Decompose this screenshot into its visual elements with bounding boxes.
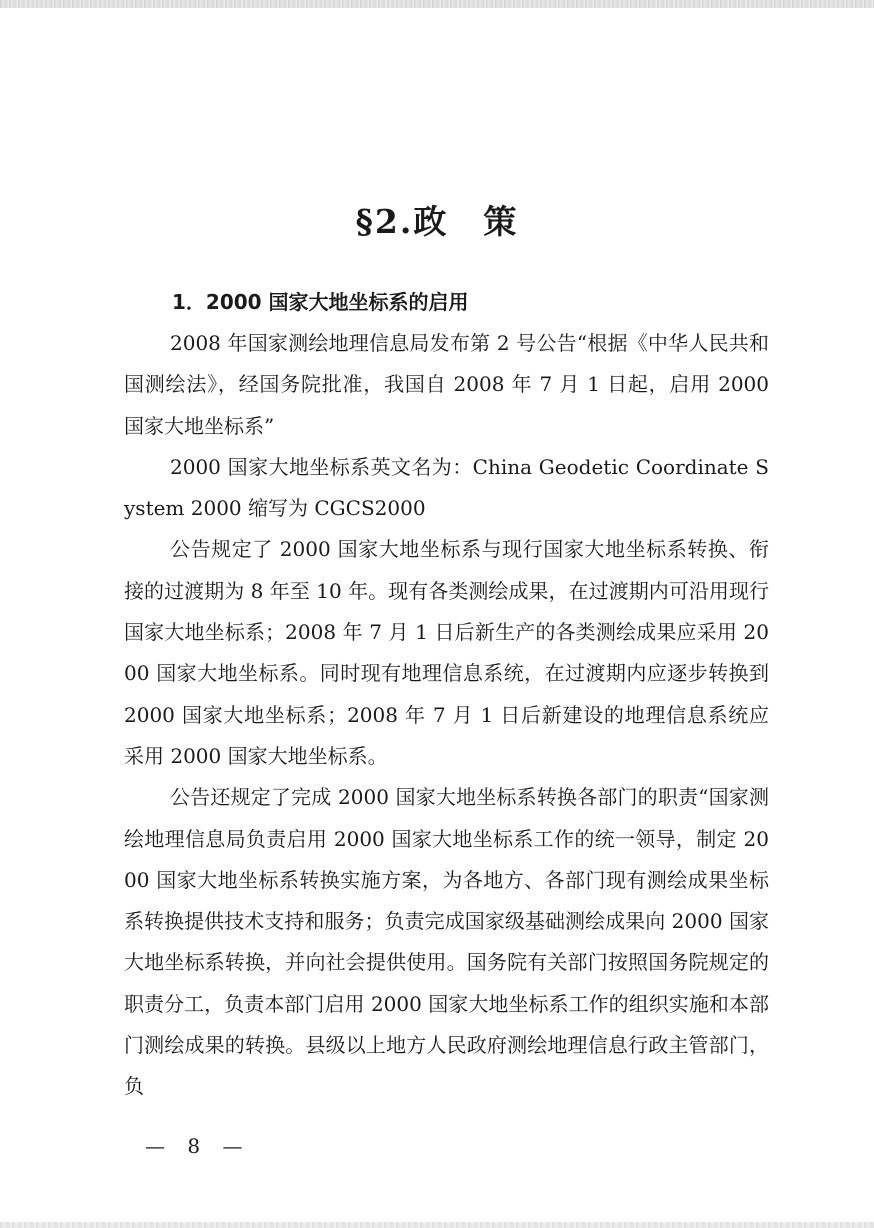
page-number: — 8 — — [145, 1134, 251, 1158]
scan-edge-bottom — [0, 1222, 874, 1228]
subsection-heading: 1．2000 国家大地坐标系的启用 — [172, 290, 469, 314]
document-body — [124, 282, 769, 1108]
paragraph-responsibilities: 公告还规定了完成 2000 国家大地坐标系转换各部门的职责“国家测绘地理信息局负责启用 2000 国家大地坐标系工作的统一领导，制定 2000 国家大地坐标系转换实施方案，为各地方、各部门现有测绘成果坐标系转换提供技术支持和服务；负责完成国家级基础测绘成果向 2000 国家大地坐标系转换，并向社会提供使用。国务院有关部门按照国务院规定的职责分工，负责本部门启用 2000 国家大地坐标系工作的组织实施和本部门测绘成果的转换。县级以上地方人民政府测绘地理信息行政主管部门，负 — [124, 785, 769, 1099]
paragraph-english-name: 2000 国家大地坐标系英文名为：China Geodetic Coordinate System 2000 缩写为 CGCS2000 — [124, 454, 769, 521]
paragraph-announcement: 2008 年国家测绘地理信息局发布第 2 号公告“根据《中华人民共和国测绘法》，经国务院批准，我国自 2008 年 7 月 1 日起，启用 2000 国家大地坐标系” — [124, 331, 769, 438]
section-title: §2.政 策 — [355, 202, 519, 241]
scan-edge-top — [0, 0, 874, 8]
paragraph-transition-period: 公告规定了 2000 国家大地坐标系与现行国家大地坐标系转换、衔接的过渡期为 8 年至 10 年。现有各类测绘成果，在过渡期内可沿用现行国家大地坐标系；2008 年 7 月 1 日后新生产的各类测绘成果应采用 2000 国家大地坐标系。同时现有地理信息系统，在过渡期内应逐步转换到 2000 国家大地坐标系；2008 年 7 月 1 日后新建设的地理信息系统应采用 2000 国家大地坐标系。 — [124, 537, 769, 768]
